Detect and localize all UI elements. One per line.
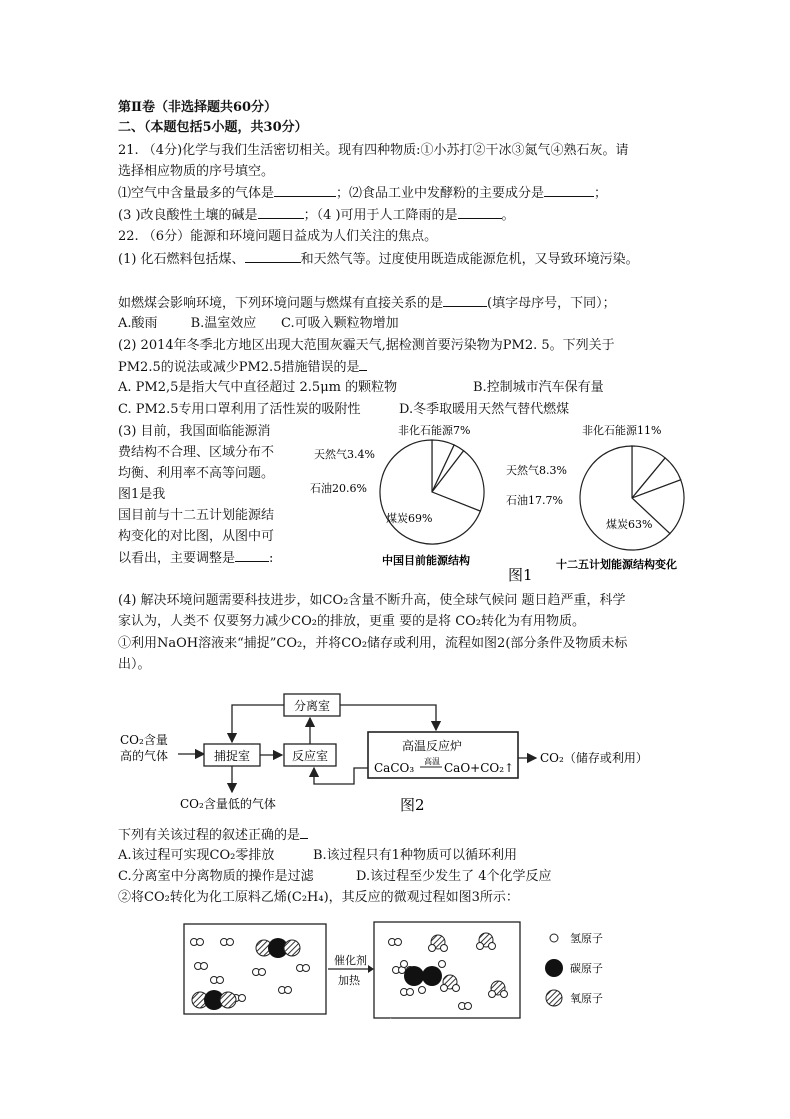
pie-title: 中国目前能源结构 xyxy=(382,554,470,567)
figure3-micro-reaction xyxy=(182,918,652,1022)
figure-caption: 图3 xyxy=(390,1019,392,1020)
separation-chamber-label: 分离室 xyxy=(294,699,331,713)
pie-label: 天然气3.4% xyxy=(314,448,375,461)
q22-part2-optD: D.冬季取暖用天然气替代燃煤 xyxy=(399,402,570,417)
catalyst-label: 催化剂 xyxy=(334,954,367,967)
answer-blank[interactable] xyxy=(359,358,367,371)
pie-label: 石油17.7% xyxy=(506,494,563,507)
hydrogen-atom-icon xyxy=(303,965,310,972)
q21-sub4-label: ；（4 )可用于人工降雨的是 xyxy=(303,208,458,223)
hydrogen-atom-icon xyxy=(453,985,460,992)
low-co2-gas-label: CO₂含量低的气体 xyxy=(180,797,276,811)
oxygen-atom-icon xyxy=(284,940,300,956)
pie-label: 石油20.6% xyxy=(310,482,367,495)
figure1-pie-charts xyxy=(310,418,710,590)
q22-part4-l4: 出）。 xyxy=(118,657,151,672)
q21-stem-2: 选择相应物质的序号填空。 xyxy=(118,164,275,179)
equation-condition: 高温 xyxy=(424,757,440,766)
oxygen-atom-icon xyxy=(220,992,236,1008)
answer-blank[interactable] xyxy=(544,184,594,197)
q22-part4-optD: D.该过程至少发生了 4个化学反应 xyxy=(356,869,552,884)
q22-part3-l7 xyxy=(118,549,273,567)
q22-part2-optA: A. PM2,5是指大气中直径超过 2.5μm 的颗粒物 xyxy=(118,380,398,395)
answer-blank[interactable] xyxy=(235,549,269,562)
q21-sub1-label: ⑴空气中含量最多的气体是 xyxy=(118,186,275,201)
hydrogen-atom-icon xyxy=(197,939,204,946)
pie-label: 非化石能源7% xyxy=(398,424,471,437)
hydrogen-atom-icon xyxy=(217,977,224,984)
hydrogen-atom-icon xyxy=(401,961,408,968)
q22-p1a: (1) 化石燃料包括煤、 xyxy=(118,252,245,267)
q22-part2-optC: C. PM2.5专用口罩利用了活性炭的吸附性 xyxy=(118,402,361,417)
q22-part2-line1: (2) 2014年冬季北方地区出现大范围灰霾天气,据检测首要污染物为PM2. 5。下列关于 xyxy=(118,338,615,353)
punct: ； xyxy=(594,186,608,201)
hydrogen-atom-icon xyxy=(501,991,508,998)
hydrogen-atom-icon xyxy=(489,991,496,998)
q22-part4-optA: A.该过程可实现CO₂零排放 xyxy=(118,848,275,863)
hydrogen-atom-icon xyxy=(439,961,446,968)
pie-label: 非化石能源11% xyxy=(582,424,662,437)
hydrogen-atom-icon xyxy=(441,985,448,992)
q22-part4-l1: (4) 解决环境问题需要科技进步，如CO₂含量不断升高，使全球气候问 题日趋严重，科学 xyxy=(118,593,626,608)
section-title: 第Ⅱ卷（非选择题共60分） xyxy=(118,100,278,115)
answer-blank[interactable] xyxy=(245,250,301,263)
product-molecules xyxy=(389,933,508,1010)
q22-p3-l7: 以看出，主要调整是 xyxy=(118,551,236,566)
q22-part2-optB: B.控制城市汽车保有量 xyxy=(473,380,604,395)
hydrogen-atom-icon xyxy=(285,987,292,994)
q22-p4q: 下列有关该过程的叙述正确的是 xyxy=(118,828,301,843)
q21-sub3-label: (3 )改良酸性土壤的碱是 xyxy=(118,208,258,223)
q22-part2-line2 xyxy=(118,358,367,376)
furnace-label: 高温反应炉 xyxy=(402,739,463,753)
carbon-atom-icon xyxy=(422,966,442,986)
pie-label: 天然气8.3% xyxy=(506,464,567,477)
carbon-atom-icon xyxy=(545,959,563,977)
hydrogen-atom-icon xyxy=(201,963,208,970)
q22-p1b: 和天然气等。过度使用既造成能源危机，又导致环境污染。 xyxy=(300,252,639,267)
hydrogen-atom-icon xyxy=(489,943,496,950)
equation-left: CaCO₃ xyxy=(374,761,415,775)
q22-part3-l4: 图1是我 xyxy=(118,487,166,502)
answer-blank[interactable] xyxy=(258,206,304,219)
pie-label: 煤炭69% xyxy=(386,512,433,525)
punct: 。 xyxy=(501,208,515,223)
q22-part1-line xyxy=(118,250,639,268)
section-part: 二、（本题包括5小题，共30分） xyxy=(118,120,308,135)
hydrogen-atom-icon xyxy=(441,945,448,952)
q22-part3-l1: (3) 目前，我国面临能源消 xyxy=(118,424,271,439)
hydrogen-atom-icon xyxy=(227,939,234,946)
pie-title: 十二五计划能源结构变化 xyxy=(556,558,677,571)
reactant-molecules xyxy=(191,938,310,1010)
figure2-flow-diagram xyxy=(118,688,648,818)
flow-input-line2: 高的气体 xyxy=(120,749,169,763)
q22-p1d: (填字母序号，下同）； xyxy=(487,296,616,311)
hydrogen-atom-icon xyxy=(259,969,266,976)
flow-input-line1: CO₂含量 xyxy=(120,733,168,747)
answer-blank[interactable] xyxy=(458,206,502,219)
q22-part3-l2: 费结构不合理、区域分布不 xyxy=(118,445,275,460)
answer-blank[interactable] xyxy=(300,826,308,839)
legend-carbon: 碳原子 xyxy=(570,962,603,975)
figure-caption: 图1 xyxy=(508,566,533,584)
hydrogen-atom-icon xyxy=(419,987,426,994)
hydrogen-atom-icon xyxy=(550,934,558,942)
legend-oxygen: 氧原子 xyxy=(570,992,603,1005)
hydrogen-atom-icon xyxy=(429,945,436,952)
q22-part4-l3: ①利用NaOH溶液来“捕捉”CO₂，并将CO₂储存或利用，流程如图2(部分条件及物质未标 xyxy=(118,636,628,651)
q22-part3-l6: 构变化的对比图，从图中可 xyxy=(118,529,275,544)
q22-stem: 22. （6分）能源和环境问题日益成为人们关注的焦点。 xyxy=(118,229,438,244)
hydrogen-atom-icon xyxy=(407,989,414,996)
pie-label: 煤炭63% xyxy=(606,518,653,531)
q21-sub2-label: ；⑵食品工业中发酵粉的主要成分是 xyxy=(336,186,545,201)
q21-stem-1: 21. （4分)化学与我们生活密切相关。现有四种物质:①小苏打②干冰③氮气④熟石灰。请 xyxy=(118,143,629,158)
reaction-chamber-label: 反应室 xyxy=(292,749,329,763)
q22-p1c: 如燃煤会影响环境，下列环境问题与燃煤有直接关系的是 xyxy=(118,296,444,311)
q21-sub-row-1 xyxy=(118,184,607,202)
q21-sub-row-2 xyxy=(118,206,515,224)
answer-blank[interactable] xyxy=(443,294,487,307)
q22-part1-question xyxy=(118,294,616,312)
pie-chart-current xyxy=(380,440,484,544)
q22-part4-question xyxy=(118,826,308,844)
figure-caption: 图2 xyxy=(400,796,425,814)
q22-p2b: PM2.5的说法或减少PM2.5措施错误的是 xyxy=(118,360,360,375)
q22-part4-l5: ②将CO₂转化为化工原料乙烯(C₂H₄)，其反应的微观过程如图3所示： xyxy=(118,890,519,905)
q22-part3-l5: 国目前与十二五计划能源结 xyxy=(118,508,275,523)
equation-right: CaO+CO₂↑ xyxy=(444,761,515,775)
q22-part4-optC: C.分离室中分离物质的操作是过滤 xyxy=(118,869,314,884)
answer-blank[interactable] xyxy=(274,184,336,197)
q22-part3-l3: 均衡、利用率不高等问题。 xyxy=(118,466,275,481)
hydrogen-atom-icon xyxy=(465,1003,472,1010)
punct: : xyxy=(269,551,274,566)
q22-part4-optB: B.该过程只有1种物质可以循环利用 xyxy=(313,848,517,863)
carbon-atom-icon xyxy=(404,966,424,986)
hydrogen-atom-icon xyxy=(239,995,246,1002)
hydrogen-atom-icon xyxy=(477,943,484,950)
capture-chamber-label: 捕捉室 xyxy=(214,749,251,763)
oxygen-atom-icon xyxy=(546,990,562,1006)
heating-label: 加热 xyxy=(338,974,360,987)
legend-hydrogen: 氢原子 xyxy=(570,932,603,945)
pie-chart-plan xyxy=(580,446,684,550)
hydrogen-atom-icon xyxy=(395,939,402,946)
q22-part1-options: A.酸雨 B.温室效应 C.可吸入颗粒物增加 xyxy=(118,316,399,331)
q22-part4-l2: 家认为，人类不 仅要努力减少CO₂的排放，更重 要的是将 CO₂转化为有用物质。 xyxy=(118,614,586,629)
flow-output-label: CO₂（储存或利用） xyxy=(540,751,648,765)
